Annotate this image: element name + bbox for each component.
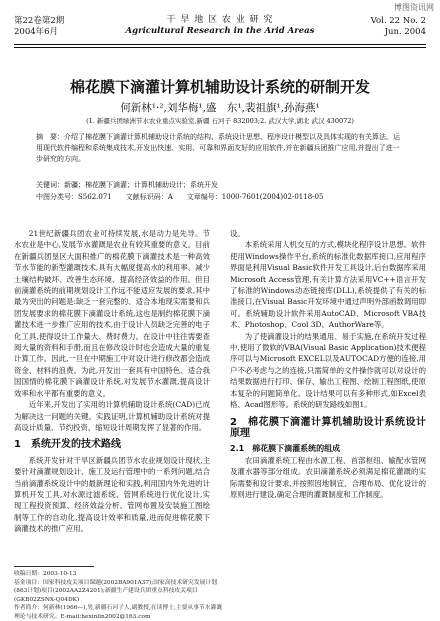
journal-name bbox=[14, 15, 426, 37]
paragraph: 本系统采用人机交互的方式,模块化程序设计思想。软件使用Windows操作平台,系统的标准化数据库接口,应用程序界面是利用Visual Basic软件开发工具设计,后台数据库采用Microsoft Access管理,有关计算方法采用VC++语言开发了标准的Windows动态链接库(DLL),系统提供了有关的标准接口,在Visual Basic开发环境中通过声明外部函数调用即可。系统辅助设计软件采用AutoCAD、Microsoft VBA技术、Photoshop、Cool 3D、AuthorWare等。 bbox=[230, 240, 426, 330]
journal-name-en: Agricultural Research in the Arid Areas bbox=[125, 26, 315, 36]
abstract: 摘 要：介绍了棉花膜下滴灌计算机辅助设计系统的结构、系统设计思想、程序设计模型以及具体实现的有关算法。运用现代软件编程和系统集成技术,开发出快速、实用、可靠和界面友好的应用软件,并在新疆兵团推广应用,并提出了进一步研究的方向。 bbox=[36, 133, 400, 163]
header-rule-bottom bbox=[14, 47, 426, 48]
author-affiliation: (1. 新疆兵团绿洲节水农业重点实验室,新疆 石河子 832003;2. 武汉大学,湖北 武汉 430072) bbox=[86, 117, 354, 125]
journal-name-cn: 干 旱 地 区 农 业 研 究 bbox=[166, 15, 274, 25]
paragraph: 设。 bbox=[230, 229, 245, 238]
keywords: 关键词：新疆；棉花膜下滴灌；计算机辅助设计；系统开发 bbox=[36, 181, 218, 189]
right-column bbox=[230, 228, 426, 500]
paragraph: 近年来,开发出了实用的计算机辅助设计系统(CAD)已成为解决这一问题的关键。实践证明,计算机辅助设计系统对提高设计质量、节约投资、缩短设计周期发挥了显著的作用。 bbox=[14, 400, 210, 432]
paragraph: 农田滴灌系统工程由水源工程、首部枢纽、输配水管网及灌水器等部分组成。农田滴灌系统必须满足棉花灌溉的实际需要和设计要求,并按照因地制宜、合理布局、优化设计的原则进行建设,确定合理的灌溉制度和工作制度。 bbox=[230, 455, 426, 499]
paragraph: 为了使滴灌设计的结果通用、易于实施,在系统开发过程中,使用了微软的VBA(Visual Basic Application)技术便程序可以与Microsoft EXCEL以及AUTOCAD方便的连接,用户不必考虑与之的连接,只需简单的文件操作就可以对设计的结果数据进行打印、保存、输出工程图、绘制工程图纸,使原本复杂的问题简单化。设计结果可以有多种形式,如Excel表格、Acad图形等。系统的研发路线如图1。 bbox=[230, 331, 426, 410]
journal-header bbox=[14, 14, 426, 42]
subsection-heading-2-1: 2.1 棉花膜下滴灌系统的组成 bbox=[230, 444, 341, 454]
volume-cn: 第22卷第2期 bbox=[14, 16, 65, 26]
received-date: 收稿日期：2003-10-13 bbox=[14, 571, 77, 577]
section-heading-1: 1 系统开发的技术路线 bbox=[14, 439, 121, 451]
author-bio: 作者简介：何新林(1966—),男,新疆石河子人,副教授,在读博士,主要从事节水灌溉理论与技术研究。E-mail:hexinlin2002@163.com bbox=[14, 605, 223, 620]
paper-authors: 何新林¹·²,刘华梅¹,盛 东¹,裴祖旗¹,孙海燕¹ bbox=[120, 102, 320, 114]
paper-title: 棉花膜下滴灌计算机辅助设计系统的研制开发 bbox=[69, 78, 370, 96]
date-cn: 2004年6月 bbox=[14, 27, 59, 37]
header-rule-top bbox=[14, 44, 426, 45]
paragraph: 系统开发针对干旱区新疆兵团节水农业规划设计现状,主要针对滴灌规划设计、施工及运行管理中的一系列问题,结合当前滴灌系统设计中的最新理论和实践,利用国内外先进的计算机开发工具,对水源过滤系统、管网系统进行优化设计,实现工程投资预算、经济效益分析、管网布置及安装施工图绘制等工作的自动化,提高设计效率和质量,进而促进棉花膜下滴灌技术的推广应用。 bbox=[14, 455, 210, 534]
left-column bbox=[14, 228, 210, 535]
classification-line: 中图分类号：S562.071 文献标识码：A 文章编号：1000-7601(2004)02-0118-05 bbox=[36, 193, 324, 201]
footnotes bbox=[14, 570, 224, 621]
funding: 基金项目：国家科技攻关项目课题(2002BA901A37);国家高技术研究发展计划(863计划)项目(2002AA2Z4201);新疆生产建设兵团重点科技攻关项目(GKB02ZSNX-Q04DK) bbox=[14, 579, 218, 603]
paragraph: 21世纪新疆兵团农业可持续发展,水是动力是先导。节水农业是中心,发展节水灌溉是农业有较其重要的意义。目前在新疆兵团垦区大面积推广的棉花膜下滴灌技术是一种高效节水节能的新型灌溉技术,具有大幅度提高水的利用率、减少土壤结构破坏、改善生态环境、提高经济效益的作用。但目前滴灌系统的前期规划设计工作远不能适应发展的要求,其中最为突出的问题是:缺乏一套完整的、适合本地现实需要和兵团发展要求的棉花膜下滴灌设计系统,这也是制约棉花膜下滴灌技术进一步推广应用的技术,由于设计人员缺乏完善的电子化工具,使得设计工作量大、费时费力。在设计中往往需要查阅大量的资料和手册,而且在修改设计时也会造成大量的重复计算工作。因此,一旦在中期施工中对设计进行修改都会造成资金、材料的浪费。为此,开发出一套具有中国特色、适合我国国情的棉花膜下滴灌设计系统,对发展节水灌溉,提高设计效率和水平都有重要的意义。 bbox=[14, 229, 210, 398]
section-heading-2: 2 棉花膜下滴灌计算机辅助设计系统设计原理 bbox=[230, 416, 426, 439]
site-watermark: 博图资讯网 bbox=[394, 3, 434, 12]
date-en: Jun. 2004 bbox=[384, 27, 426, 37]
volume-en: Vol. 22 No. 2 bbox=[370, 16, 426, 26]
footnote-rule bbox=[14, 566, 94, 567]
issue-info-en bbox=[371, 16, 426, 38]
